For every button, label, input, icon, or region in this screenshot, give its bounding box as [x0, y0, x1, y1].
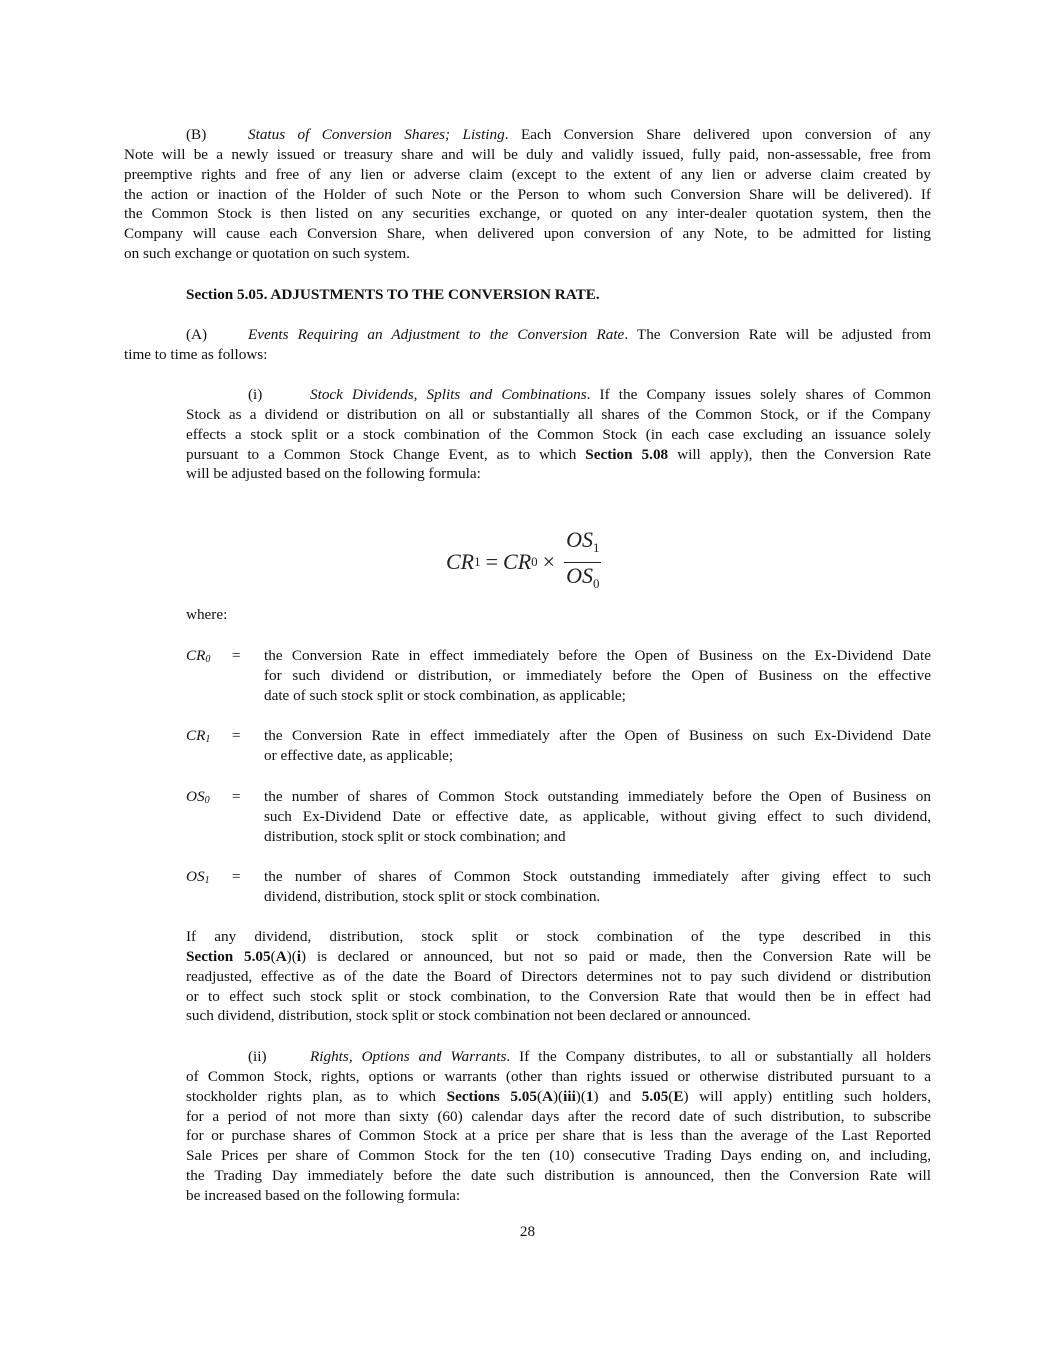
text: time to time as follows:: [124, 345, 268, 363]
bold-reference: A: [275, 947, 287, 965]
bold-reference: 5.05: [641, 1087, 669, 1105]
paragraph: [186, 927, 931, 1026]
text-line: [124, 145, 931, 165]
text-line: [124, 325, 931, 345]
denominator-text: OS: [566, 563, 593, 588]
text: preemptive rights and free of any lien or adverse claim (except to the extent of any lien or adverse claim created by: [124, 165, 931, 183]
text-line: or effective date, as applicable;: [264, 746, 454, 764]
text-line: [186, 1047, 931, 1067]
text: pursuant to a Common Stock Change Event, as to which: [186, 445, 586, 463]
text-line: [186, 425, 931, 445]
text: effects a stock split or a stock combination of the Common Stock (in each case excluding an issuance solely: [186, 425, 931, 443]
formula-numerator: [564, 527, 601, 563]
symbol-sub: 1: [204, 875, 210, 886]
paragraph: [124, 125, 931, 264]
paragraph: [186, 385, 931, 484]
bold-reference: iii: [563, 1087, 576, 1105]
text: (: [536, 1087, 543, 1105]
text: of Common Stock, rights, options or warrants (other than rights issued or otherwise distributed pursuant to a: [186, 1067, 931, 1085]
text: ) and: [593, 1087, 642, 1105]
text: stockholder rights plan, as to which: [186, 1087, 447, 1105]
definition-symbol: [186, 867, 210, 891]
text-line: [186, 405, 931, 425]
paragraph-label: (ii): [248, 1048, 267, 1065]
formula-rhs-sub: 0: [531, 554, 538, 569]
text-line: [186, 967, 931, 987]
text-line: [186, 1126, 931, 1146]
formula-fraction: [564, 527, 601, 597]
text-line: [124, 224, 931, 244]
text-line: [124, 345, 931, 365]
text-line: dividend, distribution, stock split or stock combination.: [264, 887, 601, 905]
formula-times: ×: [542, 549, 556, 574]
equals-sign: =: [232, 868, 241, 885]
italic-caption: Events Requiring an Adjustment to the Conversion Rate: [248, 326, 625, 343]
paragraph: [124, 325, 931, 365]
denominator-sub: 0: [592, 576, 600, 591]
text: for a period of not more than sixty (60) calendar days after the record date of such distribution, to subscribe: [186, 1107, 931, 1125]
text: )(: [553, 1087, 564, 1105]
text: . If the Company issues solely shares of Common: [586, 386, 931, 403]
formula-lhs-sub: 1: [474, 554, 481, 569]
page-number: 28: [519, 1223, 536, 1240]
text: . If the Company distributes, to all or substantially all holders: [506, 1048, 931, 1065]
conversion-rate-formula: [446, 527, 601, 597]
text: ) is declared or announced, but not so paid or made, then the Conversion Rate will be: [301, 947, 931, 965]
text-line: [186, 445, 931, 465]
definition-symbol: [186, 787, 210, 811]
italic-caption: Stock Dividends, Splits and Combinations: [310, 386, 587, 403]
text-line: [186, 1107, 931, 1127]
text-line: [186, 1186, 931, 1206]
text: (: [270, 947, 276, 965]
text: ) will apply) entitling such holders,: [683, 1087, 931, 1105]
formula-denominator: [566, 563, 599, 597]
text-line: for such dividend or distribution, or immediately before the Open of Business on the effective: [264, 666, 931, 684]
text: )(: [286, 947, 297, 965]
text-line: the Conversion Rate in effect immediately before the Open of Business on the Ex-Dividend Date: [264, 647, 931, 664]
numerator-sub: 1: [592, 540, 600, 555]
where-label: where:: [186, 606, 228, 623]
text-line: [186, 464, 931, 484]
text-line: [186, 385, 931, 405]
text: If any dividend, distribution, stock split or stock combination of the type described in this: [186, 928, 931, 945]
symbol-text: CR: [186, 647, 206, 664]
text: will apply), then the Conversion Rate: [668, 445, 931, 463]
text-line: [186, 987, 931, 1007]
definition-text: [264, 867, 931, 907]
formula-equals: =: [485, 549, 499, 574]
text: or to effect such stock split or stock combination, to the Conversion Rate that would then be in effect had: [186, 987, 931, 1005]
text-line: the number of shares of Common Stock outstanding immediately before the Open of Business on: [264, 788, 931, 805]
text: Sale Prices per share of Common Stock for the ten (10) consecutive Trading Days ending on, and including,: [186, 1147, 931, 1165]
bold-reference: A: [542, 1087, 553, 1105]
symbol-sub: 1: [205, 734, 211, 745]
definition-text: [264, 646, 931, 706]
symbol-text: CR: [186, 727, 206, 744]
text: the Common Stock is then listed on any securities exchange, or quoted on any inter-dealer quotation system, then the: [124, 205, 931, 223]
bold-reference: Sections 5.05: [446, 1087, 537, 1105]
symbol-sub: 0: [204, 795, 210, 806]
text-line: [186, 1087, 931, 1107]
text-line: distribution, stock split or stock combination; and: [264, 827, 566, 845]
definition-text: [264, 787, 931, 847]
text: Note will be a newly issued or treasury share and will be duly and validly issued, fully paid, non-assessable, free from: [124, 145, 931, 163]
bold-reference: Section 5.08: [585, 445, 669, 463]
text: for or purchase shares of Common Stock at a price per share that is less than the average of the Last Reported: [186, 1127, 931, 1145]
bold-reference: E: [673, 1087, 684, 1105]
symbol-text: OS: [186, 868, 205, 885]
text-line: [124, 185, 931, 205]
paragraph-label: (i): [248, 386, 263, 403]
text-line: such Ex-Dividend Date or effective date, as applicable, without giving effect to such dividend,: [264, 807, 931, 825]
definition-symbol: [186, 646, 210, 670]
text: the action or inaction of the Holder of such Note or the Person to whom such Conversion Share will be delivered). If: [124, 185, 931, 203]
text-line: [186, 1067, 931, 1087]
text-line: [186, 1166, 931, 1186]
formula-lhs: CR: [446, 549, 475, 574]
text: readjusted, effective as of the date the Board of Directors determines not to pay such dividend or distribution: [186, 967, 931, 985]
text-line: [186, 927, 931, 947]
symbol-sub: 0: [205, 654, 211, 665]
definition-text: [264, 726, 931, 766]
paragraph-label: (B): [186, 126, 207, 143]
text: Stock as a dividend or distribution on all or substantially all shares of the Common Stock, or if the Company: [186, 405, 931, 423]
text-line: [124, 244, 931, 264]
equals-sign: =: [232, 727, 241, 744]
text-line: date of such stock split or stock combination, as applicable;: [264, 686, 626, 704]
text: the Trading Day immediately before the date such distribution is announced, then the Conversion Rate will: [186, 1167, 931, 1185]
paragraph-label: (A): [186, 326, 208, 343]
bold-reference: i: [296, 947, 302, 965]
equals-sign: =: [232, 647, 241, 664]
bold-reference: 1: [585, 1087, 594, 1105]
equals-sign: =: [232, 788, 241, 805]
symbol-text: OS: [186, 788, 205, 805]
section-heading: Section 5.05. ADJUSTMENTS TO THE CONVERSION RATE.: [186, 286, 600, 303]
text-line: [124, 165, 931, 185]
italic-caption: Rights, Options and Warrants: [310, 1048, 507, 1065]
text-line: the number of shares of Common Stock outstanding immediately after giving effect to such: [264, 868, 931, 885]
text: (: [668, 1087, 674, 1105]
text: be increased based on the following formula:: [186, 1186, 461, 1204]
text: will be adjusted based on the following formula:: [186, 465, 481, 483]
text: )(: [575, 1087, 586, 1105]
text-line: the Conversion Rate in effect immediately after the Open of Business on such Ex-Dividend Date: [264, 727, 931, 744]
text: . Each Conversion Share delivered upon conversion of any: [504, 126, 931, 143]
numerator-text: OS: [566, 527, 593, 552]
text-line: [186, 1146, 931, 1166]
paragraph: [186, 1047, 931, 1206]
text: . The Conversion Rate will be adjusted from: [624, 326, 931, 343]
text: on such exchange or quotation on such system.: [124, 245, 410, 263]
text-line: [124, 204, 931, 224]
text: Company will cause each Conversion Share, when delivered upon conversion of any Note, to be admitted for listing: [124, 225, 931, 243]
definition-symbol: [186, 726, 210, 750]
italic-caption: Status of Conversion Shares; Listing: [248, 126, 505, 143]
text: such dividend, distribution, stock split or stock combination not been declared or announced.: [186, 1007, 751, 1025]
formula-rhs: CR: [503, 549, 532, 574]
text-line: [186, 947, 931, 967]
bold-reference: Section 5.05: [186, 947, 271, 965]
text-line: [186, 1006, 931, 1026]
text-line: [124, 125, 931, 145]
